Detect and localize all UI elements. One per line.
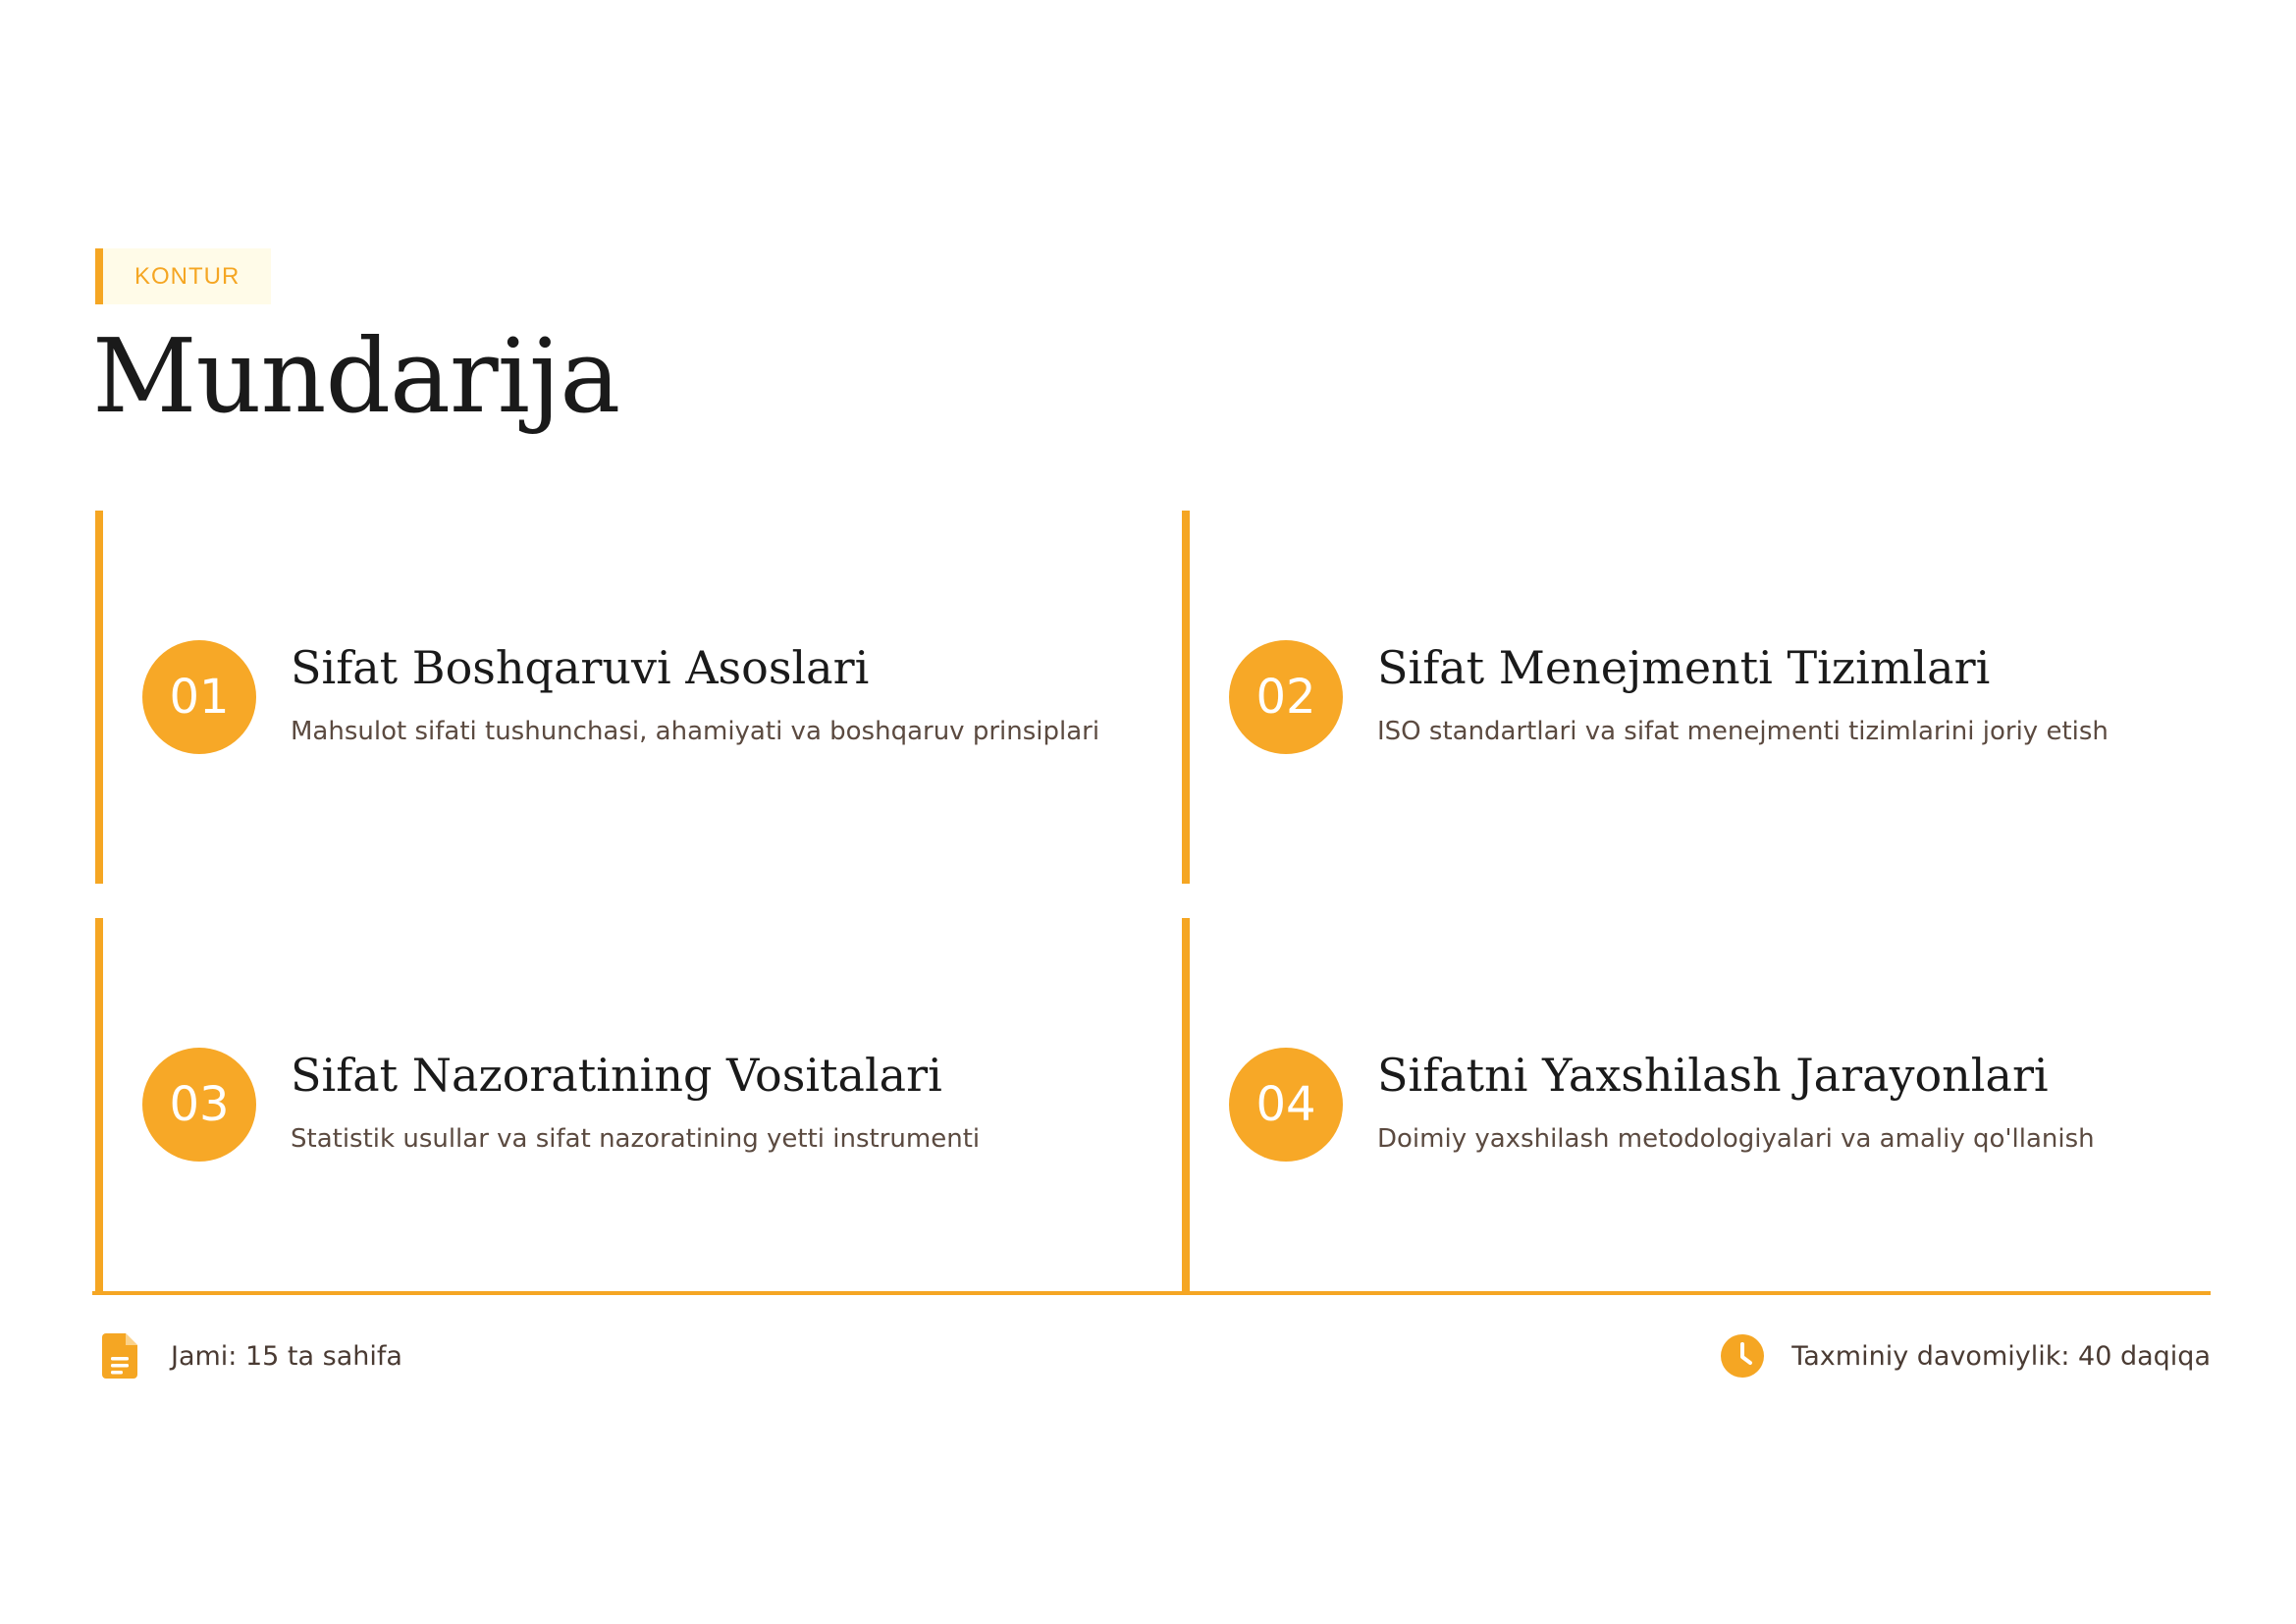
footer-divider bbox=[92, 1291, 2211, 1295]
item-description: Doimiy yaxshilash metodologiyalari va amaliy qo'llanish bbox=[1377, 1124, 2095, 1154]
footer-duration bbox=[1721, 1333, 2211, 1379]
document-icon bbox=[98, 1333, 141, 1379]
item-description: ISO standartlari va sifat menejmenti tizimlarini joriy etish bbox=[1377, 717, 2109, 746]
toc-item-2[interactable] bbox=[1182, 511, 2262, 884]
toc-item-1[interactable] bbox=[95, 511, 1175, 884]
toc-item-3[interactable] bbox=[95, 918, 1175, 1291]
item-title: Sifatni Yaxshilash Jarayonlari bbox=[1377, 1049, 2049, 1102]
toc-item-4[interactable] bbox=[1182, 918, 2262, 1291]
footer-page-count bbox=[98, 1333, 402, 1379]
item-title: Sifat Boshqaruvi Asoslari bbox=[291, 641, 870, 694]
item-number-badge: 04 bbox=[1229, 1048, 1343, 1162]
page-title: Mundarija bbox=[92, 316, 620, 436]
item-description: Mahsulot sifati tushunchasi, ahamiyati va boshqaruv prinsiplari bbox=[291, 717, 1100, 746]
item-number-badge: 02 bbox=[1229, 640, 1343, 754]
item-number-badge: 03 bbox=[142, 1048, 256, 1162]
item-number-badge: 01 bbox=[142, 640, 256, 754]
item-title: Sifat Nazoratining Vositalari bbox=[291, 1049, 942, 1102]
item-description: Statistik usullar va sifat nazoratining yetti instrumenti bbox=[291, 1124, 981, 1154]
page-count-label: Jami: 15 ta sahifa bbox=[171, 1340, 402, 1372]
duration-label: Taxminiy davomiylik: 40 daqiqa bbox=[1791, 1340, 2211, 1372]
item-title: Sifat Menejmenti Tizimlari bbox=[1377, 641, 1991, 694]
clock-icon bbox=[1721, 1333, 1764, 1379]
section-tag: KONTUR bbox=[95, 248, 271, 304]
